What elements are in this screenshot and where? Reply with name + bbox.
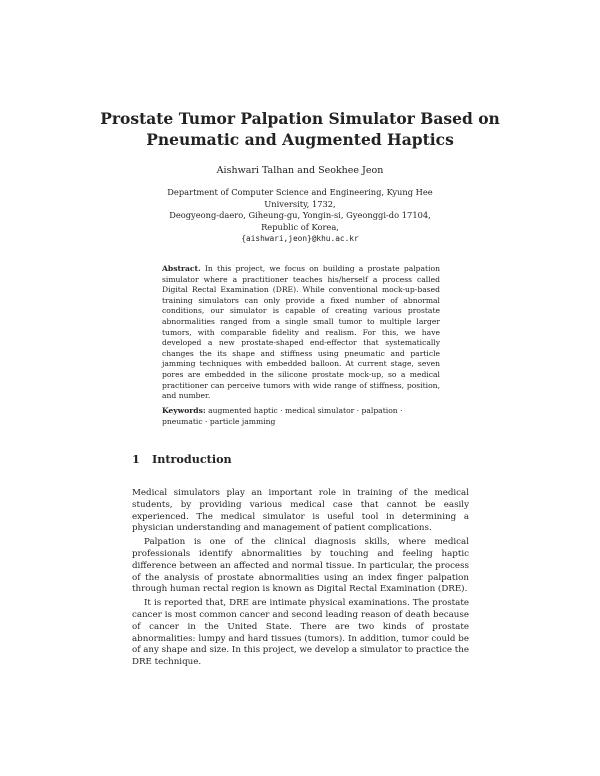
abstract-label: Abstract. <box>162 264 201 273</box>
paragraph-1: Medical simulators play an important role in training of the medical students, by providing various medical case that cannot be easily experienced. The medical simulator is useful tool in determining a physician understanding and management of patient complications. <box>132 488 469 534</box>
affiliation <box>150 187 450 245</box>
affiliation-line-1: Department of Computer Science and Engineering, Kyung Hee University, 1732, <box>167 187 433 209</box>
keywords-text: augmented haptic · medical simulator · palpation · pneumatic · particle jamming <box>162 406 403 426</box>
title-line-1: Prostate Tumor Palpation Simulator Based on <box>100 109 500 128</box>
abstract-text: In this project, we focus on building a prostate palpation simulator where a practitioner teaches his/herself a process called Digital Rectal Examination (DRE). While conventional mock-up-based training simulators can only provide a fixed number of abnormal conditions, our simulator is capable of creating various prostate abnormalities ranged from a single small tumor to multiple larger tumors, with comparable fidelity and realism. For this, we have developed a new prostate-shaped end-effector that systematically changes the its shape and stiffness using pneumatic and particle jamming techniques with embedded balloon. At current stage, seven pores are embedded in the silicone prostate mock-up, so a medical practitioner can perceive tumors with wide range of stiffness, position, and number. <box>162 264 440 401</box>
paper-title <box>100 108 500 150</box>
title-line-2: Pneumatic and Augmented Haptics <box>146 130 454 149</box>
paragraph-3: It is reported that, DRE are intimate physical examinations. The prostate cancer is most common cancer and second leading reason of death because of cancer in the United State. There are two kinds of prostate abnormalities: lumpy and hard tissues (tumors). In addition, tumor could be of any shape and size. In this project, we develop a simulator to practice the DRE technique. <box>132 598 469 668</box>
keywords-label: Keywords: <box>162 406 206 415</box>
section-heading-introduction <box>132 452 232 466</box>
section-title: Introduction <box>152 452 232 466</box>
paragraph-2: Palpation is one of the clinical diagnosis skills, where medical professionals identify abnormalities by touching and feeling haptic difference between an affected and normal tissue. In particular, the process of the analysis of prostate abnormalities using an index finger palpation through human rectal region is known as Digital Rectal Examination (DRE). <box>132 537 469 595</box>
section-number: 1 <box>132 452 140 466</box>
keywords <box>162 406 440 427</box>
affiliation-line-2: Deogyeong-daero, Giheung-gu, Yongin-si, Gyeonggi-do 17104, Republic of Korea, <box>169 210 431 232</box>
introduction-body <box>132 488 469 671</box>
author-email: {aishwari,jeon}@khu.ac.kr <box>241 234 359 243</box>
author-list: Aishwari Talhan and Seokhee Jeon <box>216 165 384 176</box>
abstract <box>162 264 440 402</box>
